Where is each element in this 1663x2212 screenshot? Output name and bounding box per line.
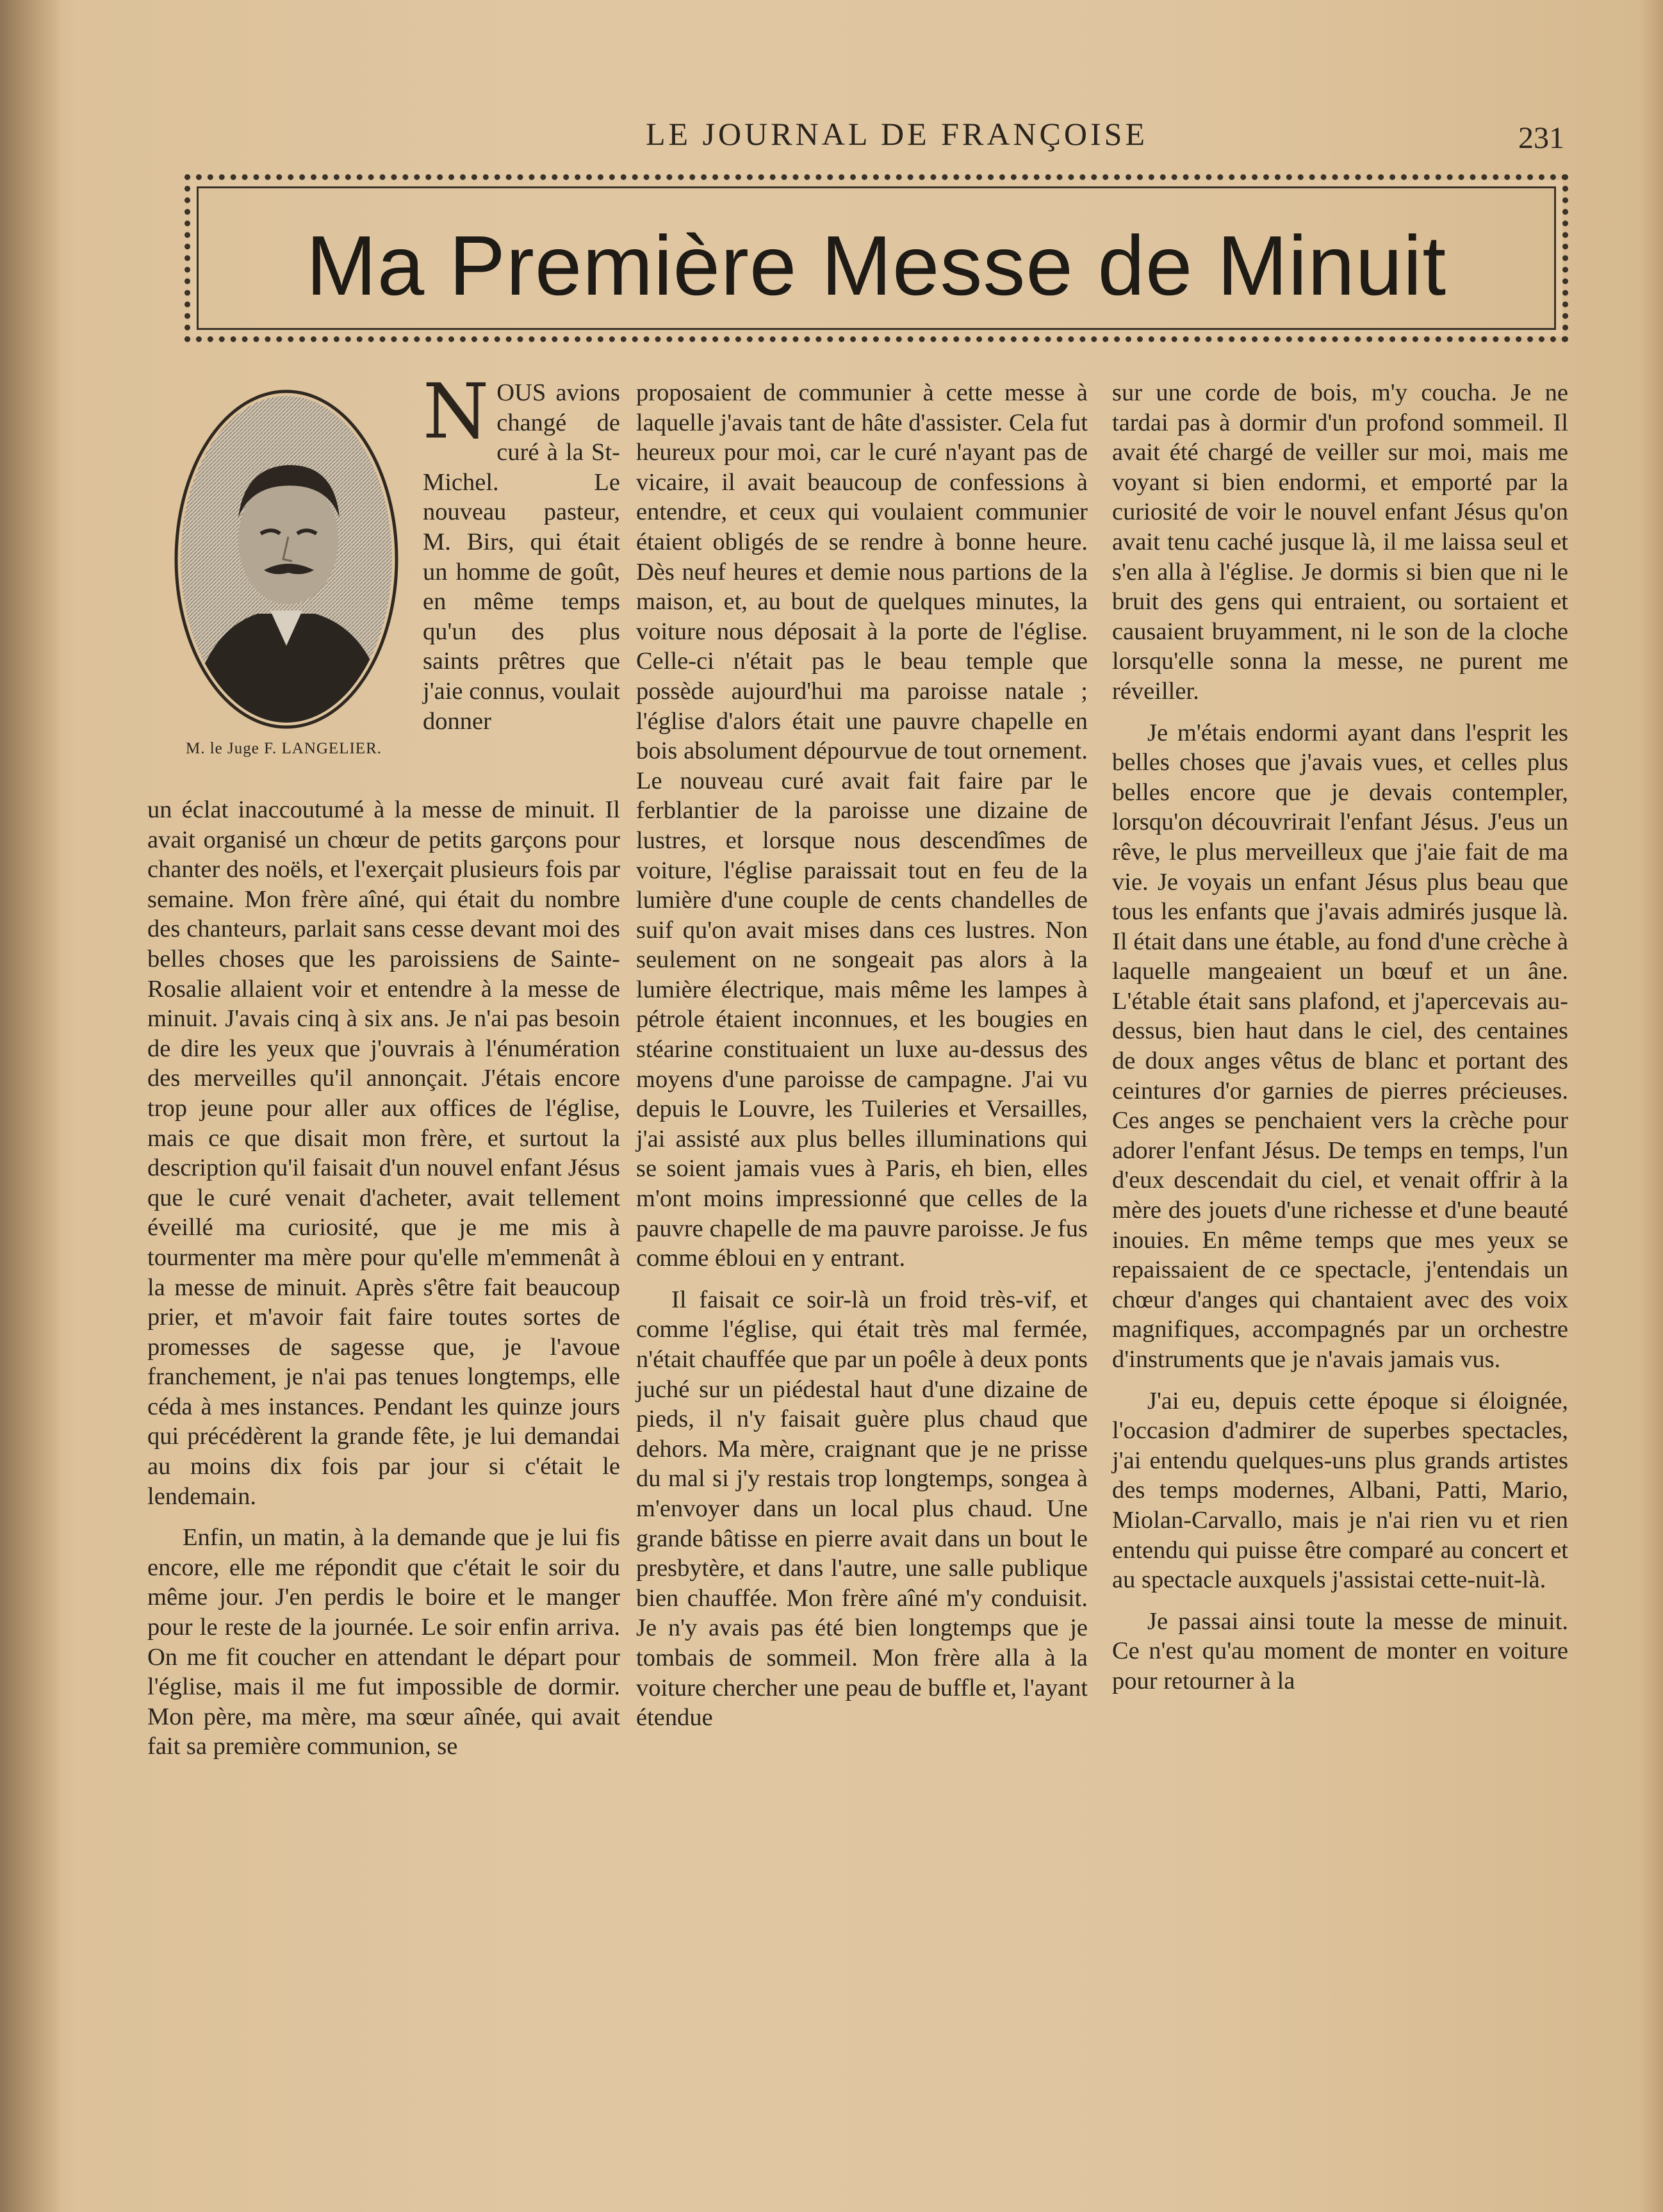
article-title: Ma Première Messe de Minuit bbox=[306, 218, 1447, 313]
paragraph: Enfin, un matin, à la demande que je lui fis encore, elle me répondit que c'était le soir du même jour. J'en perdis le boire et le manger pour le reste de la journée. Le soir enfin arriva. On me fit coucher en attendant le départ pour l'église, mais il me fut impossible de dormir. Mon père, ma mère, ma sœur aînée, qui avait fait sa première communion, se bbox=[147, 1524, 620, 1760]
column-1-narrow bbox=[423, 367, 620, 736]
paragraph: Je m'étais endormi ayant dans l'esprit les belles choses que j'avais vues, et celles plus belles encore que je devais contempler, lorsqu'on découvrirait l'enfant Jésus. J'eus un rêve, le plus merveilleux que j'aie fait de ma vie. Je voyais un enfant Jésus plus beau que tous les enfants que j'avais admirés jusque là. Il était dans une étable, au fond d'une crèche à laquelle mangeaient un bœuf et un âne. L'étable était sans plafond, et j'apercevais au-dessus, bien haut dans le ciel, des centaines de doux anges vêtus de blanc et portant des ceintures d'or garnies de pierres précieuses. Ces anges se penchaient vers la crèche pour adorer l'enfant Jésus. De temps en temps, l'un d'eux descendait du ciel, et venait offrir à la mère des jouets d'une richesse et d'une beauté inouies. En même temps que mes yeux se repaissaient de ce spectacle, j'entendais un chœur d'anges qui chantaient avec des voix magnifiques, accompagnés par un orchestre d'instruments que je n'avais jamais vus. bbox=[1112, 719, 1568, 1373]
portrait-caption: M. le Juge F. LANGELIER. bbox=[186, 740, 382, 757]
paragraph: J'ai eu, depuis cette époque si éloignée, l'occasion d'admirer de superbes spectacles, j'ai entendu quelques-uns plus grands artistes des temps modernes, Albani, Patti, Mario, Miolan-Carvallo, mais je n'ai rien vu et rien entendu qui puisse être comparé au concert et au spectacle auxquels j'assistai cette-nuit-là. bbox=[1112, 1387, 1568, 1594]
running-head: LE JOURNAL DE FRANÇOISE bbox=[646, 116, 1148, 152]
paragraph: proposaient de communier à cette messe à laquelle j'avais tant de hâte d'assister. Cela fut heureux pour moi, car le curé n'ayant pas de vicaire, il avait beaucoup de confessions à entendre, et ceux qui voulaient communier étaient obligés de se rendre à bonne heure. Dès neuf heures et demie nous partions de la maison, et, au bout de quelques minutes, la voiture nous déposait à la porte de l'église. Celle-ci n'était pas le beau temple que possède aujourd'hui ma paroisse natale ; l'église d'alors était une pauvre chapelle en bois absolument dépourvue de tout ornement. Le nouveau curé avait fait faire par le ferblantier de la paroisse une dizaine de lustres, et lorsque nous descendîmes de voiture, l'église paraissait tout en feu de la lumière d'une couple de cents chandelles de suif qu'on avait mises dans ces lustres. Non seulement on ne songeait pas alors à la lumière électrique, mais même les lampes à pétrole étaient inconnues, et les bougies en stéarine constituaient un luxe au-dessus des moyens d'une paroisse de campagne. J'ai vu depuis le Louvre, les Tuileries et Versailles, j'ai assisté aux plus belles illuminations qui se soient jamais vues à Paris, eh bien, elles m'ont moins impressionné que celles de la pauvre chapelle de ma pauvre paroisse. Je fus comme ébloui en y entrant. bbox=[636, 379, 1088, 1272]
paragraph: sur une corde de bois, m'y coucha. Je ne tardai pas à dormir d'un profond sommeil. Il avait été chargé de veiller sur moi, mais me voyant si bien endormi, et emporté par la curiosité de voir le nouvel enfant Jésus qu'on avait tenu caché jusque là, il me laissa seul et s'en alla à l'église. Je dormis si bien que ni le bruit des gens qui entraient, ou sortaient et causaient bruyamment, ni le son de la cloche lorsqu'elle sonna la messe, ne purent me réveiller. bbox=[1112, 379, 1568, 705]
column-3 bbox=[1112, 378, 1568, 1696]
paragraph: Je passai ainsi toute la messe de minuit. Ce n'est qu'au moment de monter en voiture pour retourner à la bbox=[1112, 1607, 1568, 1694]
page-number: 231 bbox=[1518, 121, 1564, 155]
paragraph: un éclat inaccoutumé à la messe de minuit. Il avait organisé un chœur de petits garçons pour chanter des noëls, et l'exerçait plusieurs fois par semaine. Mon frère aîné, qui était du nombre des chanteurs, parlait sans cesse devant moi des belles choses que les paroissiens de Sainte-Rosalie allaient voir et entendre à la messe de minuit. J'avais cinq à six ans. Je n'ai pas besoin de dire les yeux que j'ouvrais à l'énumération des merveilles qu'il annonçait. J'étais encore trop jeune pour aller aux offices de l'église, mais ce que disait mon frère, et surtout la description qu'il faisait d'un nouvel enfant Jésus que le curé venait d'acheter, avait tellement éveillé ma curiosité, que je me mis à tourmenter ma mère pour qu'elle m'emmenât à la messe de minuit. Après s'être fait beaucoup prier, et m'avoir fait faire toutes sortes de promesses de sagesse que, je l'avoue franchement, je n'ai pas tenues longtemps, elle céda à mes instances. Pendant les quinze jours qui précédèrent la grande fête, je lui demandai au moins dix fois par jour si c'était le lendemain. bbox=[147, 796, 620, 1510]
drop-cap: N bbox=[423, 367, 489, 455]
column-2 bbox=[636, 378, 1088, 1733]
opening-text: OUS avions changé de curé à la St-Michel. Le nouveau pasteur, M. Birs, qui était un homme de goût, en même temps qu'un des plus saints prêtres que j'aie connus, voulait donner bbox=[423, 379, 620, 735]
portrait-engraving bbox=[174, 389, 398, 729]
paragraph: Il faisait ce soir-là un froid très-vif, et comme l'église, qui était très mal fermée, n'était chauffée que par un poêle à deux ponts juché sur un piédestal haut d'une dizaine de pieds, il n'y faisait guère plus chaud que dehors. Ma mère, craignant que je ne prisse du mal si j'y restais trop longtemps, songea à m'envoyer dans un local plus chaud. Une grande bâtisse en pierre avait dans un bout le presbytère, et dans l'autre, une salle publique bien chauffée. Mon frère aîné m'y conduisit. Je n'y avais pas été bien longtemps que je tombais de sommeil. Mon frère alla à la voiture chercher une peau de buffle et, l'ayant étendue bbox=[636, 1286, 1088, 1732]
book-spine-shadow bbox=[0, 0, 61, 2212]
column-1 bbox=[147, 795, 620, 1762]
title-frame bbox=[184, 174, 1568, 342]
